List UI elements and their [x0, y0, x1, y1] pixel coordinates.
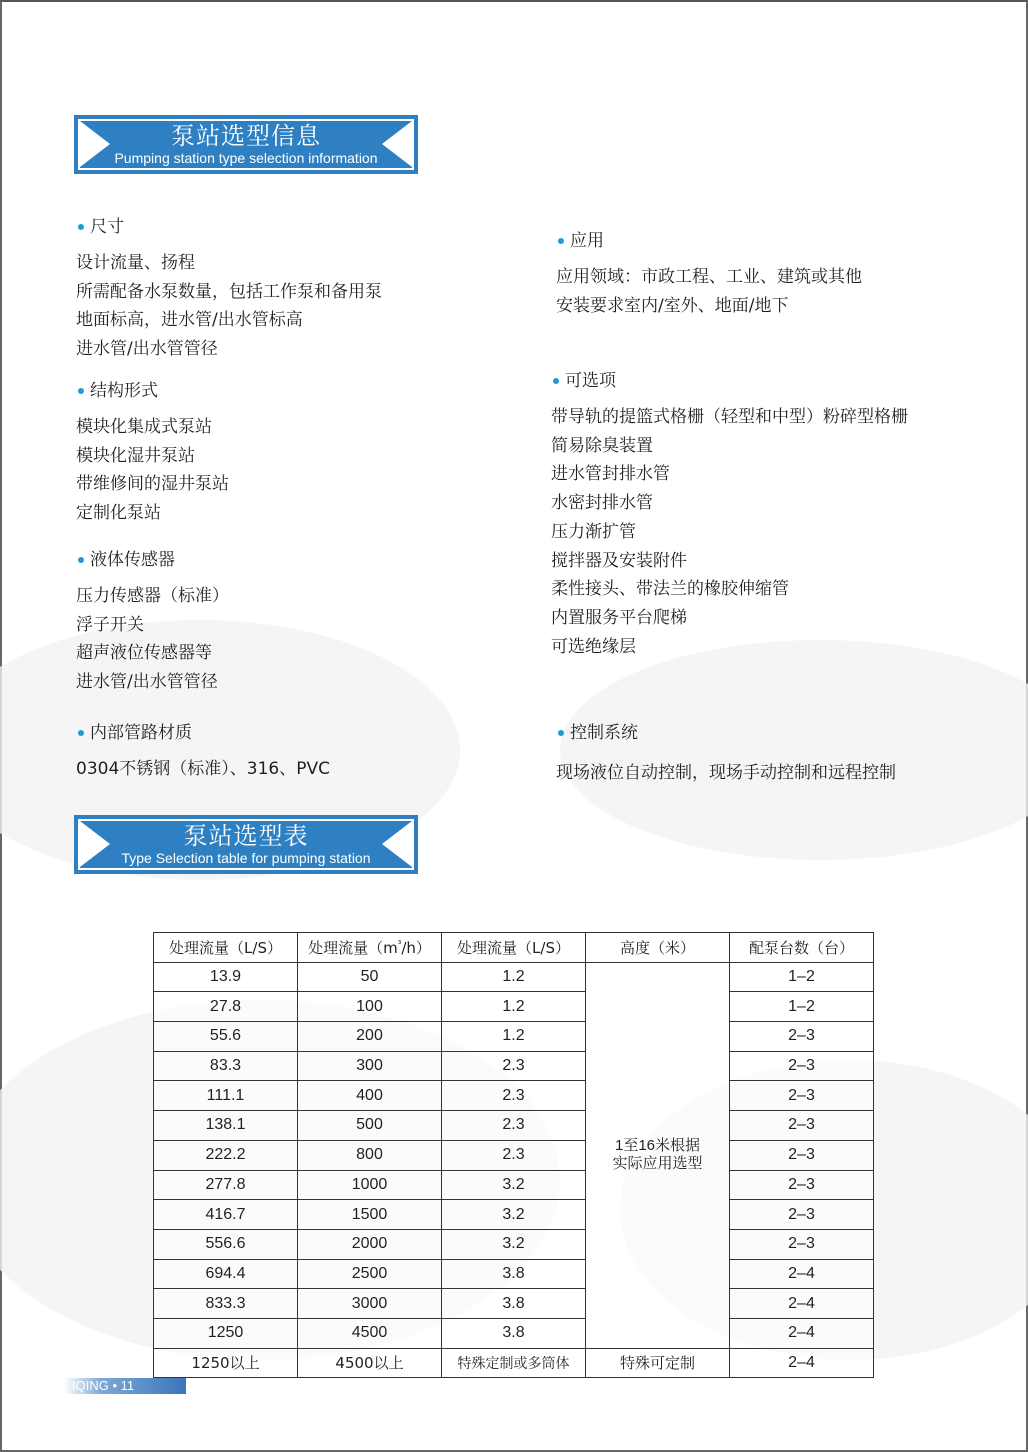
cell-flow-ls-2: 1.2 — [442, 1022, 586, 1052]
cell-pump-count: 1–2 — [730, 962, 874, 992]
table-row — [154, 962, 874, 992]
cell-flow-ls-2: 2.3 — [442, 1051, 586, 1081]
table-row — [154, 1022, 874, 1052]
cell-flow-ls-2: 2.3 — [442, 1081, 586, 1111]
section-line: 水密封排水管 — [551, 493, 653, 514]
table-row — [154, 1170, 874, 1200]
table-row — [154, 1081, 874, 1111]
cell-flow-ls-2: 3.2 — [442, 1229, 586, 1259]
bullet-icon — [78, 388, 84, 394]
banner-title-en: Pumping station type selection information — [114, 150, 378, 166]
cell-pump-count: 2–3 — [730, 1051, 874, 1081]
page-number-tag: IQING • 11 — [64, 1378, 186, 1394]
cell-pump-count: 2–3 — [730, 1022, 874, 1052]
header-flow-m3h — [298, 933, 442, 963]
section-line: 简易除臭装置 — [551, 435, 653, 456]
cell-flow-m3h: 200 — [298, 1022, 442, 1052]
bullet-icon — [558, 730, 564, 736]
section-options — [551, 369, 908, 661]
height-text-line: 1至16米根据 — [614, 1137, 701, 1155]
section-line: 0304不锈钢（标准）、316、PVC — [76, 759, 330, 779]
section-line: 所需配备水泵数量，包括工作泵和备用泵 — [76, 281, 382, 302]
superscript: ³ — [397, 939, 402, 950]
cell-pump-count: 2–4 — [730, 1289, 874, 1319]
banner-title-cn: 泵站选型信息 — [171, 122, 321, 150]
cell-flow-m3h: 400 — [298, 1081, 442, 1111]
section-line: 压力渐扩管 — [551, 521, 636, 542]
table-row — [154, 1289, 874, 1319]
section-structure — [76, 379, 229, 528]
cell-pump-count: 2–3 — [730, 1170, 874, 1200]
cell-pump-count: 2–4 — [730, 1318, 874, 1348]
section-heading: 应用 — [570, 231, 604, 251]
cell-pump-count: 2–3 — [730, 1140, 874, 1170]
table-row — [154, 992, 874, 1022]
table-header-row — [154, 933, 874, 963]
banner-title-cn: 泵站选型表 — [183, 822, 309, 850]
cell-flow-m3h: 4500以上 — [298, 1348, 442, 1378]
section-application — [556, 229, 862, 320]
table-row — [154, 1051, 874, 1081]
cell-flow-ls: 222.2 — [154, 1140, 298, 1170]
section-line: 设计流量、扬程 — [76, 253, 195, 273]
cell-flow-ls-2: 3.2 — [442, 1170, 586, 1200]
cell-flow-ls: 55.6 — [154, 1022, 298, 1052]
section-banner-info — [74, 115, 418, 174]
bullet-icon — [78, 224, 84, 230]
cell-flow-ls-2: 2.3 — [442, 1111, 586, 1141]
cell-flow-ls: 416.7 — [154, 1200, 298, 1230]
cell-pump-count: 1–2 — [730, 992, 874, 1022]
cell-flow-ls: 1250以上 — [154, 1348, 298, 1378]
section-line: 压力传感器（标准） — [76, 586, 229, 606]
section-heading: 控制系统 — [570, 723, 638, 743]
cell-height-merged — [586, 962, 730, 1348]
section-line: 进水管/出水管管径 — [76, 672, 218, 693]
cell-pump-count: 2–3 — [730, 1081, 874, 1111]
section-heading: 内部管路材质 — [90, 723, 192, 743]
table-row — [154, 1111, 874, 1141]
section-line: 模块化湿井泵站 — [76, 445, 195, 466]
cell-flow-m3h: 300 — [298, 1051, 442, 1081]
header-flow-ls-2: 处理流量（L/S） — [442, 933, 586, 963]
section-line: 超声液位传感器等 — [76, 643, 212, 664]
section-line: 带导轨的提篮式格栅（轻型和中型）粉碎型格栅 — [551, 407, 908, 427]
bullet-icon — [78, 557, 84, 563]
section-line: 进水管封排水管 — [551, 464, 670, 485]
cell-pump-count: 2–4 — [730, 1348, 874, 1378]
cell-flow-ls: 111.1 — [154, 1081, 298, 1111]
cell-flow-ls: 27.8 — [154, 992, 298, 1022]
table-row-last — [154, 1348, 874, 1378]
cell-flow-ls: 1250 — [154, 1318, 298, 1348]
bullet-icon — [558, 238, 564, 244]
section-line: 模块化集成式泵站 — [76, 417, 212, 437]
cell-flow-m3h: 500 — [298, 1111, 442, 1141]
table-row — [154, 1200, 874, 1230]
section-line: 地面标高，进水管/出水管标高 — [76, 310, 303, 331]
cell-flow-m3h: 2000 — [298, 1229, 442, 1259]
section-dimensions — [76, 215, 382, 364]
cell-flow-ls-2: 3.2 — [442, 1200, 586, 1230]
cell-pump-count: 2–3 — [730, 1200, 874, 1230]
section-line: 定制化泵站 — [76, 503, 161, 524]
cell-flow-m3h: 1500 — [298, 1200, 442, 1230]
cell-flow-ls-2: 1.2 — [442, 992, 586, 1022]
section-banner-table — [74, 815, 418, 874]
table-row — [154, 1229, 874, 1259]
header-flow-ls: 处理流量（L/S） — [154, 933, 298, 963]
section-line: 内置服务平台爬梯 — [551, 607, 687, 628]
cell-pump-count: 2–3 — [730, 1111, 874, 1141]
header-text: /h） — [401, 938, 431, 957]
section-piping — [76, 721, 330, 784]
header-text: 处理流量（m — [308, 938, 398, 957]
section-line: 搅拌器及安装附件 — [551, 550, 687, 571]
cell-flow-ls: 556.6 — [154, 1229, 298, 1259]
section-control — [556, 721, 896, 788]
cell-flow-ls: 138.1 — [154, 1111, 298, 1141]
section-line: 浮子开关 — [76, 614, 144, 635]
section-line: 带维修间的湿井泵站 — [76, 474, 229, 495]
cell-flow-ls-2: 2.3 — [442, 1140, 586, 1170]
table-row — [154, 1259, 874, 1289]
header-height: 高度（米） — [586, 933, 730, 963]
cell-flow-m3h: 2500 — [298, 1259, 442, 1289]
section-line: 可选绝缘层 — [551, 636, 636, 657]
section-sensors — [76, 548, 229, 697]
cell-pump-count: 2–3 — [730, 1229, 874, 1259]
cell-flow-ls-2: 3.8 — [442, 1318, 586, 1348]
section-line: 柔性接头、带法兰的橡胶伸缩管 — [551, 579, 789, 600]
cell-flow-m3h: 4500 — [298, 1318, 442, 1348]
table-row — [154, 1318, 874, 1348]
table-row — [154, 1140, 874, 1170]
header-pump-count: 配泵台数（台） — [730, 933, 874, 963]
section-heading: 液体传感器 — [90, 550, 175, 570]
banner-title-en: Type Selection table for pumping station — [121, 850, 371, 866]
section-heading: 可选项 — [565, 371, 616, 391]
cell-flow-m3h: 1000 — [298, 1170, 442, 1200]
selection-table — [153, 932, 874, 1378]
section-line: 安装要求室内/室外、地面/地下 — [556, 295, 789, 316]
height-text-line: 实际应用选型 — [612, 1155, 703, 1173]
section-line: 进水管/出水管管径 — [76, 339, 218, 360]
cell-flow-ls: 277.8 — [154, 1170, 298, 1200]
cell-flow-ls-2: 3.8 — [442, 1259, 586, 1289]
cell-flow-ls: 13.9 — [154, 962, 298, 992]
cell-flow-ls: 694.4 — [154, 1259, 298, 1289]
section-heading: 尺寸 — [90, 217, 124, 237]
cell-height: 特殊可定制 — [586, 1348, 730, 1378]
cell-flow-m3h: 50 — [298, 962, 442, 992]
cell-pump-count: 2–4 — [730, 1259, 874, 1289]
cell-flow-ls-2: 1.2 — [442, 962, 586, 992]
section-line: 现场液位自动控制，现场手动控制和远程控制 — [556, 763, 896, 783]
cell-flow-ls: 83.3 — [154, 1051, 298, 1081]
cell-flow-m3h: 800 — [298, 1140, 442, 1170]
cell-flow-ls: 833.3 — [154, 1289, 298, 1319]
section-heading: 结构形式 — [90, 381, 158, 401]
bullet-icon — [78, 730, 84, 736]
cell-flow-m3h: 100 — [298, 992, 442, 1022]
bullet-icon — [553, 378, 559, 384]
section-line: 应用领域：市政工程、工业、建筑或其他 — [556, 267, 862, 287]
cell-flow-ls-2: 3.8 — [442, 1289, 586, 1319]
cell-flow-ls-2: 特殊定制或多筒体 — [442, 1348, 586, 1378]
cell-flow-m3h: 3000 — [298, 1289, 442, 1319]
